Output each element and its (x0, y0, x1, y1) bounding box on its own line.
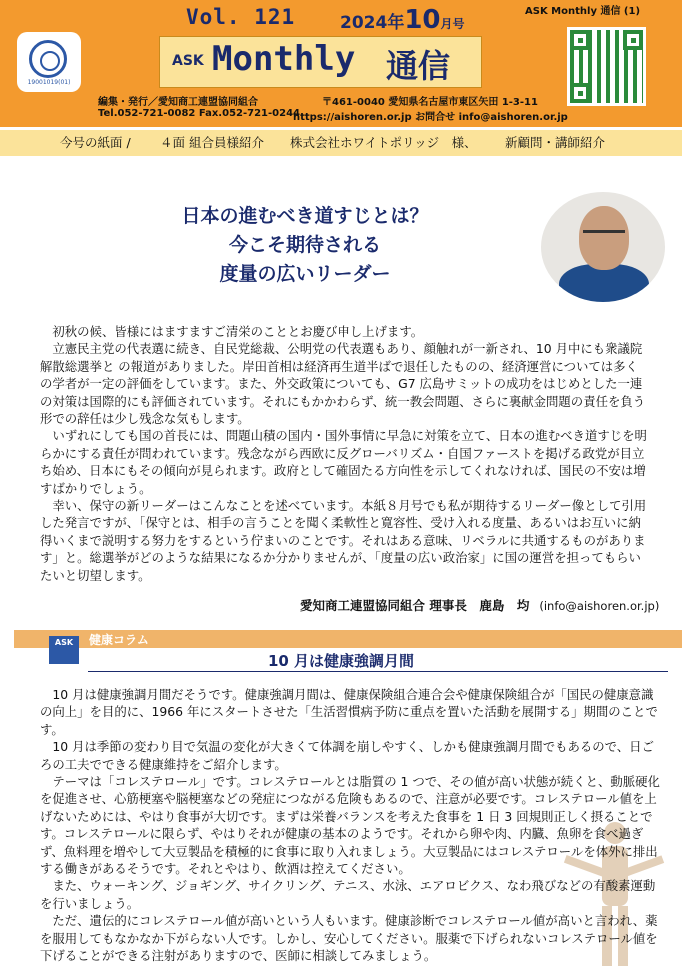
qr-code-icon (567, 27, 646, 106)
contents-company: 株式会社ホワイトポリッジ 様、 (290, 135, 477, 150)
article-signature (300, 596, 659, 614)
headline-line: 度量の広いリーダー (219, 263, 391, 285)
headline-line: 今こそ期待される (228, 234, 381, 256)
logo-number: 19001019(01) (27, 79, 71, 86)
column-title: 10 月は健康強調月間 (267, 652, 415, 670)
column-paragraph: テーマは「コレステロール」です。コレステロールとは脂質の 1 つで、その値が高い状態が続くと、動脈硬化を促進させ、心筋梗塞や脳梗塞などの発症につながる危険もあるので、注意が必要です。コレステロール値を上げないためには、やはり食事が大切です。まずは栄養バランスを考えた食事を 1 日 3 回規則正しく摂ることです。コレステロールに限らず、やはりそれが健康の基本のようです。それから卵や肉、内臓、魚卵を食べ過ぎず、魚料理を増やして大豆製品を積極的に食事に取り入れましょう。大豆製品にはコレステロールを体外に排出する働きがあるそうです。それとやはり、飲酒は控えてください。 (40, 774, 660, 877)
column-paragraph: 10 月は健康強調月間だそうです。健康強調月間は、健康保険組合連合会や健康保険組合が「国民の健康意識の向上」を目的に、1966 年にスタートさせた「生活習慣病予防に重点を置いた活動を展開する」期間のことです。 (40, 687, 658, 737)
issue-year: 2024年 (340, 13, 405, 33)
signature-email: (info@aishoren.or.jp) (539, 599, 660, 613)
article-paragraph: いずれにしても国の首長には、問題山積の国内・国外事情に早急に対策を立て、日本の進むべき道すじを明らかにする責任が問われています。残念ながら西欧に反グローバリズム・自国ファーストを掲げる政党が目立ち始め、日本にもその傾向が見られます。政府として確固たる方向性を示してくれなければ、国民の不安は増すばかりでしょう。 (40, 428, 647, 496)
contents-item: ４面 組合員様紹介 (160, 135, 264, 150)
issue-date (340, 5, 465, 35)
column-paragraph: 10 月は季節の変わり目で気温の変化が大きくて体調を崩しやすく、しかも健康強調月間でもあるので、日ごろの工夫でできる健康維持をご紹介します。 (40, 739, 654, 772)
contents-label: 今号の紙面 / (60, 135, 131, 150)
logo-circle-icon (29, 40, 67, 78)
column-paragraph: ただ、遺伝的にコレステロール値が高いという人もいます。健康診断でコレステロール値が高いと言われ、薬を服用してもなかなか下がらない人です。しかし、安心してください。服薬で下げられないコレステロール値を下げることができる注射がありますので、医師に相談してみましょう。 (40, 913, 658, 964)
article-paragraph: 立憲民主党の代表選に続き、自民党総裁、公明党の代表選もあり、顔触れが一新され、10 月中にも衆議院解散総選挙と の報道がありました。岸田首相は経済再生道半ばで退任したものの、経済運営については多くの学者が一定の評価をしています。また、外交政策についても、G7 広島サミットの成功をはじめとした一連の対策は国際的にも評価されています。それにもかかわらず、統一教会問題、さらに裏献金問題の責任を負う形での辞任は少し残念な気もします。 (40, 341, 646, 427)
certification-logo (17, 32, 81, 92)
author-portrait (541, 192, 665, 302)
divider (88, 671, 668, 672)
column-label: 健康コラム (89, 633, 149, 647)
contact-phone-fax: Tel.052-721-0082 Fax.052-721-0244 (98, 108, 300, 119)
publisher: 編集・発行／愛知商工連盟協同組合 (98, 97, 258, 108)
headline-line: 日本の進むべき道すじとは？ (181, 205, 429, 227)
contents-banner (0, 130, 682, 156)
column-paragraph: また、ウォーキング、ジョギング、サイクリング、テニス、水泳、エアロビクス、なわ飛びなどの有酸素運動を行いましょう。 (40, 878, 656, 911)
signature-name: 愛知商工連盟協同組合 理事長 鹿島 均 (300, 598, 530, 613)
volume-number: Vol. 121 (186, 5, 296, 29)
contact-url: https://aishoren.or.jp お問合せ info@aishoren.or.jp (293, 112, 568, 123)
ask-badge-text: ASK (54, 638, 74, 647)
page-tag: ASK Monthly 通信 (1) (525, 6, 641, 17)
article-body (40, 323, 650, 584)
issue-month-suffix: 月号 (440, 17, 465, 31)
masthead (0, 0, 682, 127)
issue-month: 10 (404, 5, 441, 35)
article-paragraph: 初秋の候、皆様にはますますご清栄のこととお慶び申し上げます。 (52, 324, 424, 339)
newsletter-title (159, 36, 482, 88)
article-paragraph: 幸い、保守の新リーダーはこんなことを述べています。本紙８月号でも私が期待するリーダー像として引用した発言ですが、「保守とは、相手の言うことを聞く柔軟性と寛容性、受け入れる度量、あるいはお互いに納得いくまで説明する努力をするという佇まいのことです。それはある意味、リベラルに共通するものがあります」と。総選挙がどのような結果になるか分かりませんが、「度量の広い政治家」に国の運営を担ってもらいたいと切望します。 (40, 498, 647, 583)
brand-ask: ASK (172, 53, 204, 69)
article-headline (145, 202, 465, 289)
brand-monthly: Monthly (212, 39, 356, 79)
contents-advisor: 新顧問・講師紹介 (505, 135, 606, 150)
brand-tsushin: 通信 (386, 47, 451, 85)
address: 〒461-0040 愛知県名古屋市東区矢田 1-3-11 (322, 97, 538, 108)
column-body (40, 686, 660, 965)
